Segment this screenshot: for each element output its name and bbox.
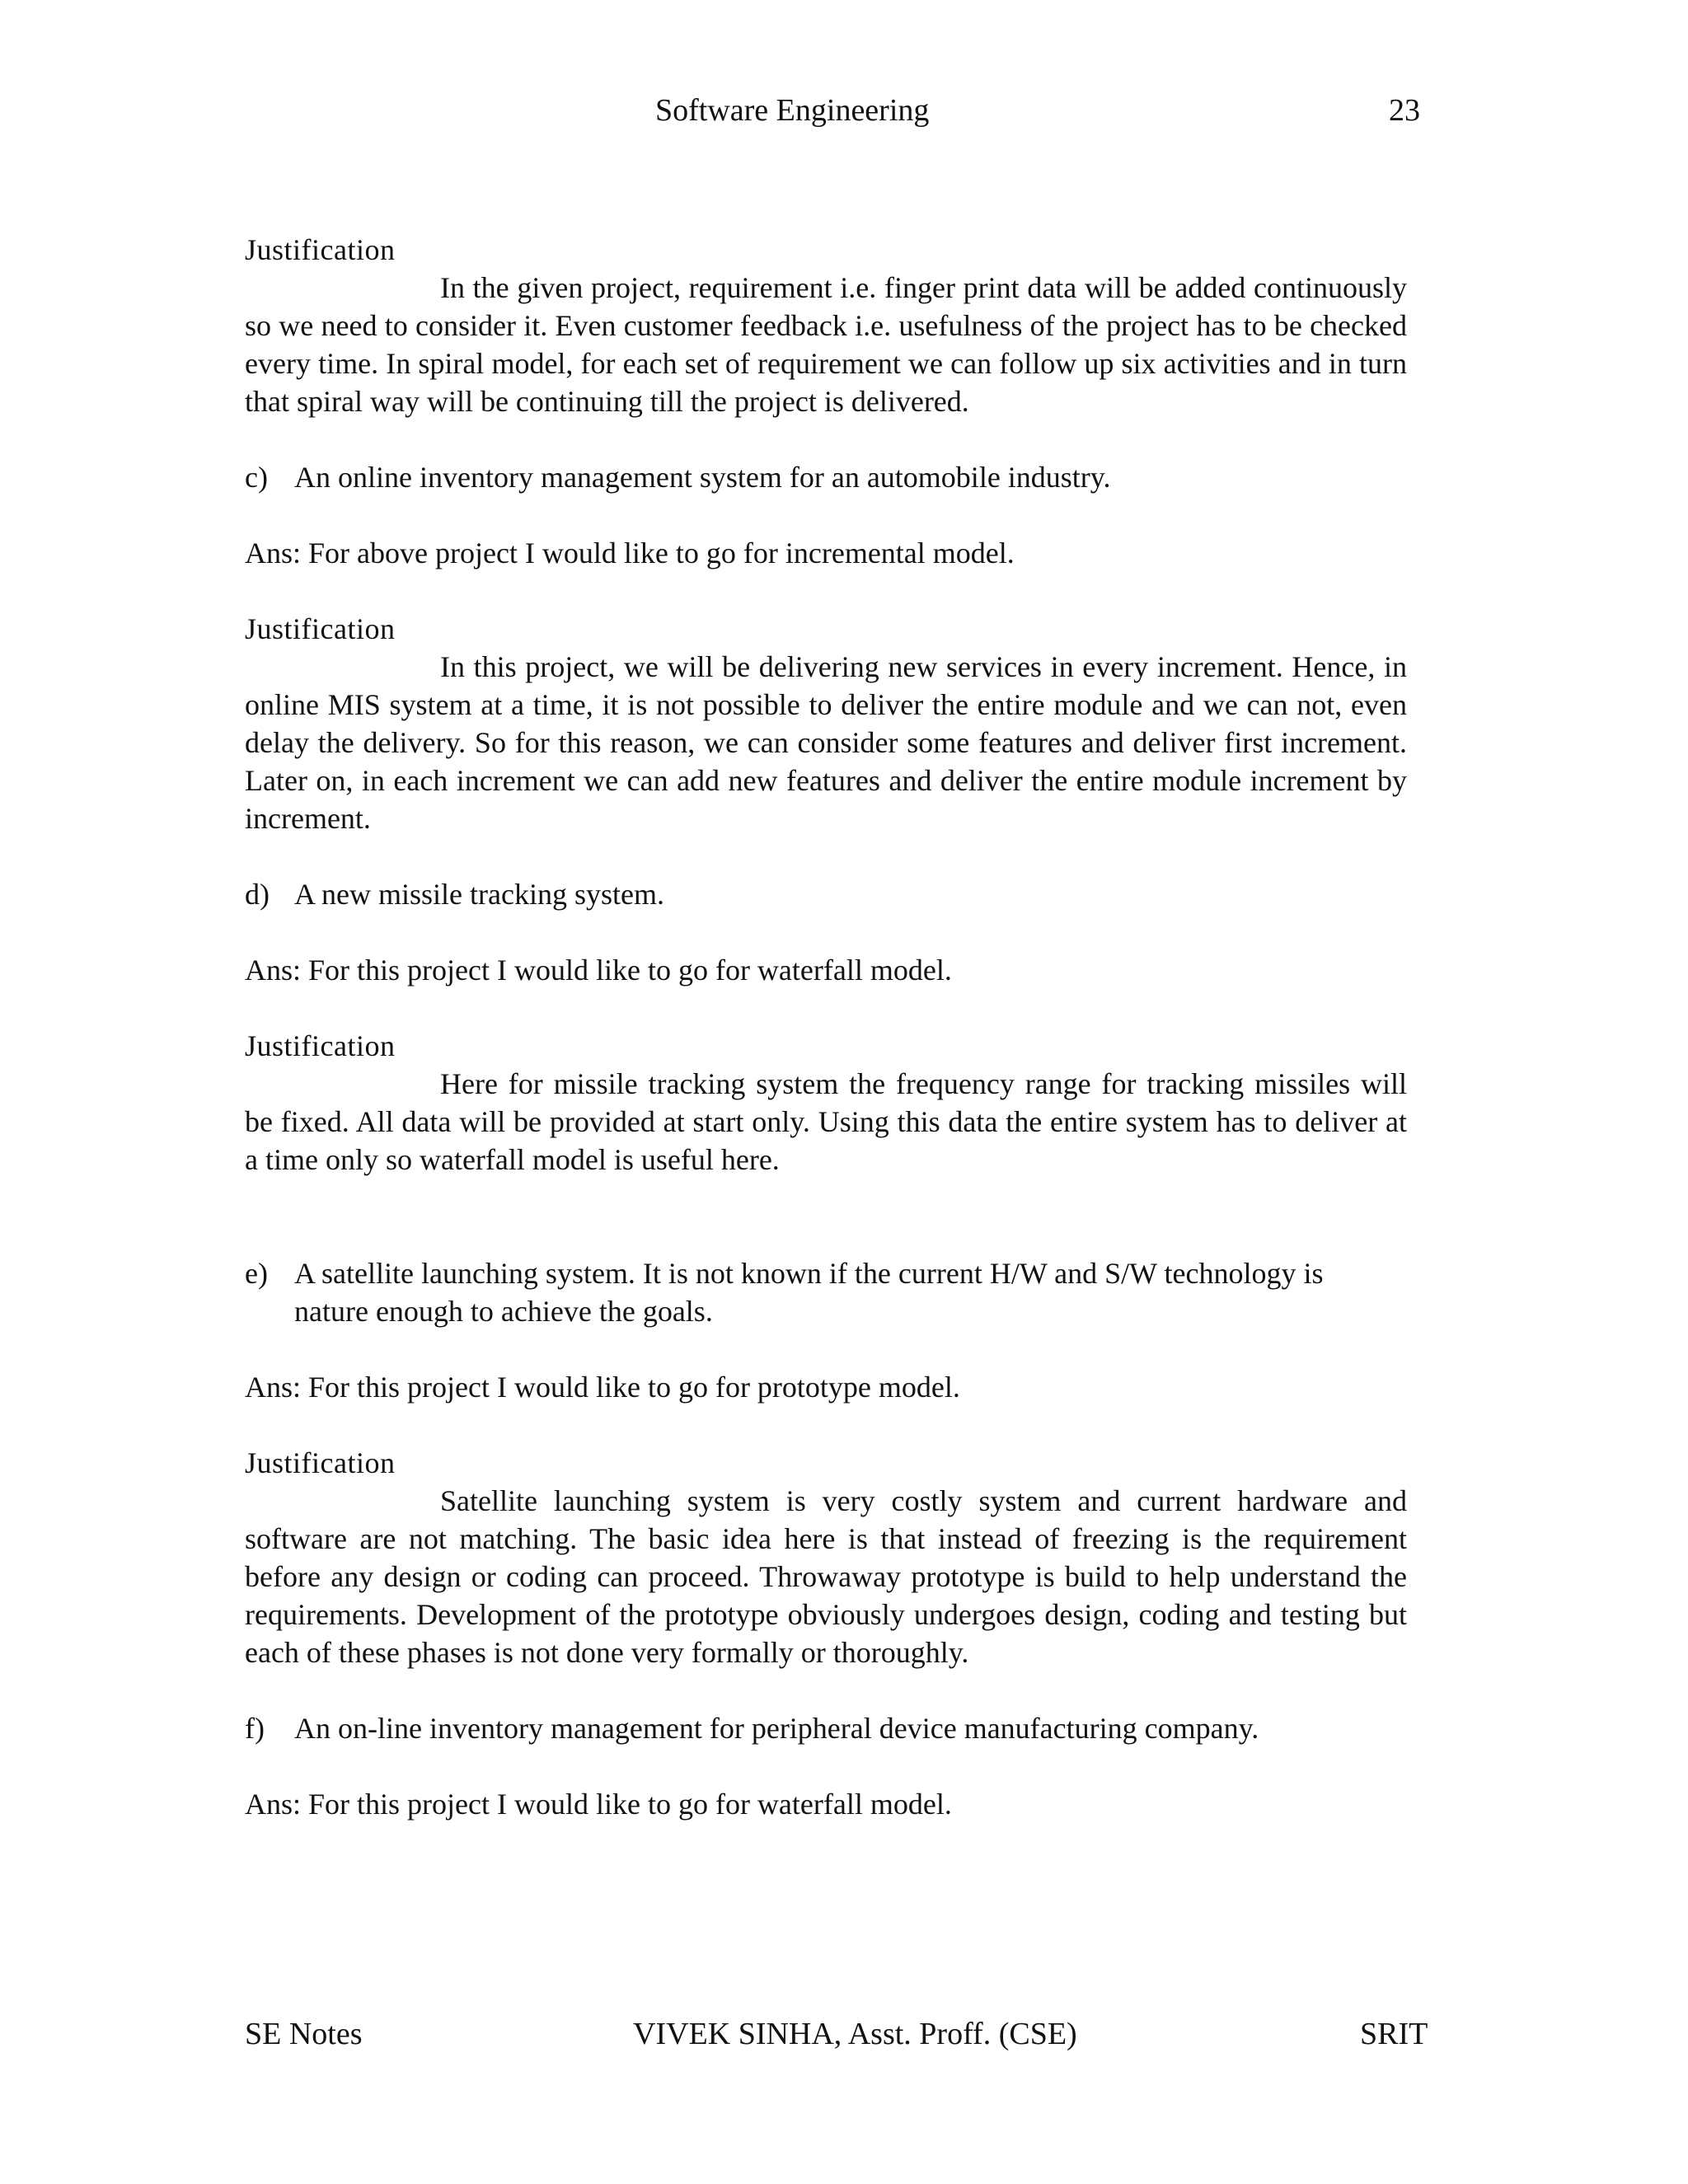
question-text-d: A new missile tracking system.	[294, 878, 664, 911]
justification-heading-c: Justification	[245, 612, 396, 645]
question-text-e: A satellite launching system. It is not known if the current H/W and S/W technology is nature enough to achieve the goals.	[294, 1257, 1324, 1328]
justification-heading-b: Justification	[245, 233, 396, 266]
question-text-f: An on-line inventory management for peripheral device manufacturing company.	[294, 1712, 1259, 1745]
justification-text-b: In the given project, requirement i.e. finger print data will be added continuously so we need to consider it. Even customer feedback i.e. usefulness of the project has to be checked every time. In spiral model, for each set of requirement we can follow up six activities and in turn that spiral way will be continuing till the project is delivered.	[245, 271, 1407, 418]
question-label-c: c)	[245, 461, 268, 494]
header-title: Software Engineering	[655, 93, 930, 128]
justification-text-c: In this project, we will be delivering new services in every increment. Hence, in online MIS system at a time, it is not possible to deliver the entire module and we can not, even delay the delivery. So for this reason, we can consider some features and deliver first increment. Later on, in each increment we can add new features and deliver the entire module increment by increment.	[245, 650, 1407, 835]
answer-f: Ans: For this project I would like to go for waterfall model.	[245, 1788, 952, 1821]
justification-heading-d: Justification	[245, 1029, 396, 1062]
footer-left: SE Notes	[245, 2017, 363, 2051]
page-content	[245, 231, 1407, 1823]
question-text-c: An online inventory management system for an automobile industry.	[294, 461, 1111, 494]
question-label-e: e)	[245, 1257, 268, 1290]
question-c	[245, 458, 1349, 496]
answer-c: Ans: For above project I would like to go for incremental model.	[245, 537, 1015, 569]
answer-e: Ans: For this project I would like to go for prototype model.	[245, 1371, 960, 1404]
question-e	[245, 1254, 1349, 1330]
question-label-f: f)	[245, 1712, 265, 1745]
justification-heading-e: Justification	[245, 1446, 396, 1479]
footer-right: SRIT	[1360, 2017, 1428, 2051]
justification-text-e: Satellite launching system is very costly system and current hardware and software are not matching. The basic idea here is that instead of freezing is the requirement before any design or coding can proceed. Throwaway prototype is build to help understand the requirements. Development of the prototype obviously undergoes design, coding and testing but each of these phases is not done very formally or thoroughly.	[245, 1484, 1407, 1669]
question-label-d: d)	[245, 878, 270, 911]
justification-text-d: Here for missile tracking system the frequency range for tracking missiles will be fixed. All data will be provided at start only. Using this data the entire system has to deliver at a time only so waterfall model is useful here.	[245, 1067, 1407, 1176]
page-number: 23	[1389, 93, 1420, 128]
answer-d: Ans: For this project I would like to go for waterfall model.	[245, 954, 952, 987]
footer-author: VIVEK SINHA, Asst. Proff. (CSE)	[633, 2017, 1077, 2051]
question-f	[245, 1709, 1349, 1747]
question-d	[245, 875, 1349, 913]
